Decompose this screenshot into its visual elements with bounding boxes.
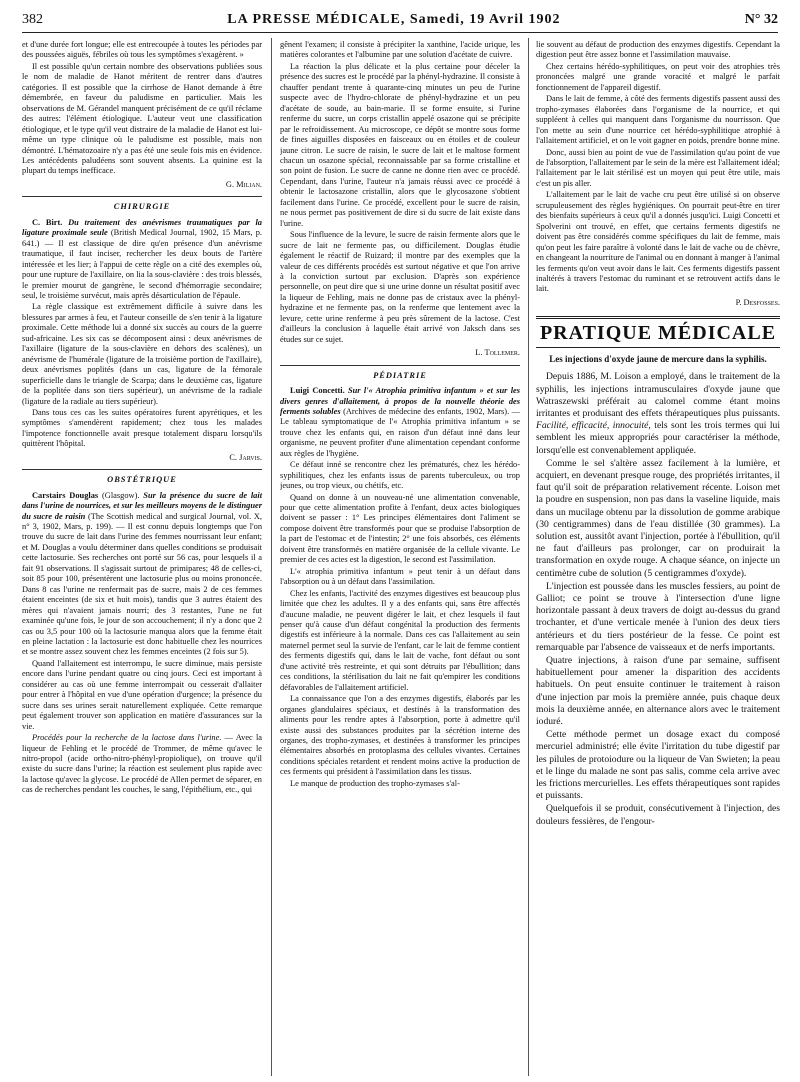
paragraph-procedes <box>22 733 262 796</box>
author-name: Luigi Concetti. <box>290 386 345 396</box>
paragraph <box>536 371 780 456</box>
text-run: tels sont les trois termes qui lui semblent les mieux appropriés pour caractériser la méthode, lorsqu'elle est convenablement appliquée. <box>536 420 780 456</box>
article-title: Du traitement des anévrismes traumatiques par la ligature proximale seule <box>22 217 262 238</box>
paragraph: L'allaitement par le lait de vache cru peut être utilisé si on observe scrupuleusement des règles hygiéniques. On pourrait peut-être en tirer des bienfaits supérieurs à ceux qu'il a donnés jusqu'ici. Luigi Concetti et Spolverini ont trouvé, en effet, que certains ferments digestifs ne doivent pas être considérés comme spécifiques du lait de femme, mais qu'on peut les faire paraître à volonté dans le lait de vache ou de chèvre, en changeant la nourriture de l'animal ou en donnant à manger à l'animal les ferments qu'on veut avoir dans le lait. Ces ferments digestifs passent inaltérés à travers l'estomac du ruminant et se retrouvent actifs dans le lait. <box>536 190 780 294</box>
page-header <box>22 8 778 33</box>
paragraph: Sous l'influence de la levure, le sucre de raisin fermente alors que le sucre de lait ne fermente pas, ou difficilement. Douglas étudie également le réactif de Ruizard; il montre par des exemples que la valeur de ces différents procédés est surtout négative et que l'on arrive à la conviction surtout par exclusion. D'après son expérience personnelle, on peut dire que si une urine donne un résultat positif avec la liqueur de Fehling, mais ne donne pas de cristaux avec la phényl-hydrazine et ne fermente pas, on la renferme que lentement avec la levure, cette urine renferme à peu près sûrement de la lactose. C'est d'ailleurs la conclusion à laquelle était arrivé von Jaksch dans ses études sur ce sujet. <box>280 230 520 344</box>
issue-number: N° 32 <box>744 12 778 27</box>
author-name: C. Birt. <box>32 217 63 227</box>
paragraph: La connaissance que l'on a des enzymes digestifs, élaborés par les organes glandulaires spéciaux, et destinés à la transformation des aliments pour les rendre aptes à l'absorption, porte à admettre qu'il existe aussi des substances produites par la sécrétion interne des organes, des tropho-zymases, et destinées à transformer les principes élémentaires absorbés en protoplasma des cellules vivantes. Certaines conditions spéciales retardent et rendent moins active la production de ces ferments qui président à l'assimilation dans les tissus. <box>280 694 520 777</box>
paragraph: Quand l'allaitement est interrompu, le sucre diminue, mais persiste encore dans l'urine pendant quatre ou cinq jours. Ceci est important à considérer au cas où une femme interrompait ou cesserait d'allaiter pour entrer à l'hôpital en vue d'une opération d'urgence; la présence du sucre dans ses urines serait naturellement expliquée. Cette remarque peut également trouver son application en matière d'assurances sur la vie. <box>22 658 262 731</box>
column-left <box>22 40 262 1076</box>
article-title: Sur la présence du sucre de lait dans l'urine de nourrices, et sur les meilleurs moyens de le distinguer du sucre de raisin <box>22 490 262 521</box>
paragraph: Quand on donne à un nouveau-né une alimentation convenable, pour que cette alimentation profite à l'enfant, deux actes biologiques doivent se passer : 1° Les principes élémentaires dont l'aliment se compose doivent être transformés pour que se produise l'absorption de la part de l'estomac et de l'intestin; 2° une fois absorbés, ces éléments doivent être transformés en matière organisée de la cellule vivante. Le premier de ces actes est la digestion, le second est l'assimilation. <box>280 492 520 565</box>
paragraph: Chez certains hérédo-syphilitiques, on peut voir des atrophies très prononcées malgré une grande voracité et malgré le parfait fonctionnement de l'appareil digestif. <box>536 61 780 92</box>
section-heading-pratique-medicale: PRATIQUE MÉDICALE <box>539 322 777 345</box>
emphasis: Facilité, efficacité, innocuité, <box>536 420 651 432</box>
paragraph: gênent l'examen; il consiste à précipiter la xanthine, l'acide urique, les matières colorantes et l'albumine par une solution d'acétate de cuivre. <box>280 40 520 60</box>
paragraph: Donc, aussi bien au point de vue de l'assimilation qu'au point de vue de l'absorption, l'allaitement par le sein de la mère est l'allaitement idéal; l'allaitement par le lait stérilisé est un moyen qui peut être utile, mais c'est un pis aller. <box>536 147 780 188</box>
paragraph: Il est possible qu'un certain nombre des observations publiées sous le nom de maladie de Hanot méritent de rentrer dans d'autres catégories. Il est possible que la cirrhose de Hanot demande à être démembrée, en faveur du paludisme en particulier. Mais les observations de M. Gérandel manquent précisément de ce qu'il réclame des autres: l'élément étiologique. L'auteur veut une classification étiologique, et le type qu'il veut distraire de la maladie de Hanot est lui-même un type clinique où le paludisme est possible, mais non démontré. L'hématozoaire n'y a pas été une seule fois mis en évidence. Les antécédents paludéens sont souvent absents. La quinine est la plupart du temps inefficace. <box>22 61 262 176</box>
paragraph: L'injection est poussée dans les muscles fessiers, au point de Galliot; ce point se trouve à l'intersection d'une ligne horizontale passant à deux travers de doigt au-dessus du grand trochanter, et d'une verticale menée à l'union des deux tiers antérieurs et du tiers postérieur de la fesse. Ce point est remarquable par l'absence de vaisseaux et de nerfs importants. <box>536 580 780 653</box>
column-middle <box>280 40 520 1076</box>
journal-title: LA PRESSE MÉDICALE, Samedi, 19 Avril 1902 <box>227 12 561 27</box>
text-run: Depuis 1886, M. Loison a employé, dans le traitement de la syphilis, les injections intramusculaires d'oxyde jaune que Watraszewski préférait au calomel comme étant moins irritantes et produisant des effets thérapeutiques plus puissants. <box>536 371 780 419</box>
citation: (British Medical Journal, 1902, 15 Mars, p. 641.) — <box>22 228 262 248</box>
column-rule <box>528 38 529 1076</box>
author-location: (Glasgow). <box>102 490 140 500</box>
paragraph: Le manque de production des tropho-zymases s'al- <box>290 778 460 788</box>
section-banner <box>536 316 780 348</box>
section-heading-pediatrie: PÉDIATRIE <box>280 365 520 381</box>
paragraph: L'« atrophia primitiva infantum » peut tenir à un défaut dans l'absorption ou à un défaut dans l'assimilation. <box>280 566 520 587</box>
paragraph: Chez les enfants, l'activité des enzymes digestives est beaucoup plus limitée que chez les adultes. Il y a des enfants qui, sans être affectés d'aucune maladie, ne peuvent digérer le lait, et chez lesquels il faut penser qu'à cause d'un défaut congénital la production des ferments digestifs est inférieure à la normale. Dans ces cas l'allaitement au sein maternel permet seul la survie de l'enfant, car le lait de femme contient des ferments digestifs qui, dans le lait de vache, font défaut ou sont d'une activité très restreinte, et qui sont détruits par l'ébullition; dans ces conditions, la stérilisation du lait ne fait qu'empirer les conditions défavorables de l'allaitement artificiel. <box>280 588 520 692</box>
article-body <box>536 371 780 828</box>
subheading: Procédés pour la recherche de la lactose dans l'urine. <box>32 733 222 743</box>
abstract-concetti <box>280 386 520 459</box>
paragraph: Comme le sel s'altère assez facilement à la lumière, et acquiert, en devenant presque rouge, des propriétés irritantes, il faut qu'il soit de préparation relativement récente. Loison met la poudre en suspension, non pas dans la vaseline liquide, mais dans un mucilage obtenu par la dissolution de gomme arabique (30 centigrammes) dans de l'eau distillée (30 grammes). La solution est, aussitôt avant l'injection, portée à l'ébullition, qu'il ne faut d'ailleurs pas prolonger, car on produirait la transformation en oxyde rouge. A chaque séance, on injecte un centimètre cube de solution (5 centigrammes d'oxyde). <box>536 457 780 579</box>
paragraph: — Avec la liqueur de Fehling et le procédé de Trommer, de même qu'avec le nitro-propol (acide ortho-nitro-phényl-propiolique), on trouve qu'il existe du sucre dans l'urine; la réaction est seulement plus rapide avec la lactose qu'avec la glycose. Le procédé de Allen permet de séparer, en cas de recherches pendant les couches, le sang, l'épithélium, etc., qui <box>22 733 262 795</box>
section-heading-obstetrique: OBSTÉTRIQUE <box>22 469 262 485</box>
author-signature: L. Tollemer. <box>475 348 520 358</box>
paragraph: Quatre injections, à raison d'une par semaine, suffisent habituellement pour amener la disparition des accidents habituels. On peut ensuite continuer le traitement à raison d'une injection par mois la première année, puis chaque deux mois la deuxième année, en alternance alors avec le traitement ioduré. <box>536 655 780 728</box>
page-number: 382 <box>22 12 43 27</box>
paragraph: Il est classique de dire qu'en présence d'un anévrisme traumatique, il faut inciser, rechercher les deux bouts de l'artère intéressée et les lier; à l'appui de cette règle on a cité des exemples où, pour une rupture de l'axillaire, on lia la sous-clavière : des trois blessés, le premier mourut de gangrène, le second d'hémorragie secondaire; seul, le troisième survécut, mais après désarticulation de l'épaule. <box>22 238 262 300</box>
paragraph: Dans tous ces cas les suites opératoires furent apyrétiques, et les symptômes s'amendèrent rapidement; chez tous les malades l'impotence fonctionnelle avait presque totalement disparu lorsqu'ils quittèrent l'hôpital. <box>22 407 262 449</box>
abstract-birt <box>22 218 262 302</box>
column-rule <box>271 38 272 1076</box>
author-name: Carstairs Douglas <box>32 490 99 500</box>
citation: (The Scottish medical and surgical Journal, vol. X, n° 3, 1902, Mars, p. 199). — <box>22 511 262 532</box>
citation: (Archives de médecine des enfants, 1902, Mars). — <box>343 406 520 416</box>
paragraph: et d'une durée fort longue; elle est entrecoupée à toutes les périodes par des poussées aiguës, fébriles où tous les symptômes s'exagèrent. » <box>22 40 262 60</box>
paragraph: Quelquefois il se produit, consécutivement à l'injection, des douleurs fessières, de l'engour- <box>536 803 780 827</box>
author-signature: P. Desfosses. <box>735 297 780 307</box>
paragraph: Ce défaut inné se rencontre chez les prématurés, chez les hérédo-syphilitiques, chez les enfants issus de parents tuberculeux, ou trop jeunes, ou trop vieux, ou chétifs, etc. <box>280 460 520 491</box>
author-signature: C. Jarvis. <box>229 452 262 462</box>
paragraph: La règle classique est extrêmement difficile à suivre dans les blessures par armes à feu, et l'auteur conseille de s'en tenir à la ligature proximale. Cette méthode lui a donné six succès au cours de la guerre sud-africaine. Les six cas se décomposent ainsi : deux anévrismes de l'axillaire (ligature de la sous-clavière en dehors des scalènes), un anévrisme de l'humérale (ligature de la troisième portion de l'axillaire), deux anévrismes poplités (dans un cas, ligature de la fémorale superficielle dans le triangle de Scarpa; dans le deuxième cas, ligature de la poplitée dans son tiers supérieur), un anévrisme de la radiale (ligature de la radiale au tiers supérieur). <box>22 302 262 406</box>
section-heading-chirurgie: CHIRURGIE <box>22 196 262 212</box>
paragraph: Dans le lait de femme, à côté des ferments digestifs passent aussi des tropho-zymases élaborées dans l'organisme de la nourrice, et qui suppléent à celles qui manquent dans l'organisme du nourrisson. Que l'on mette au sein d'une nourrice cet hérédo-syphilitique atrophié à l'allaitement artificiel, et on le voit gagner en poids, prendre bonne mine. <box>536 94 780 146</box>
article-subtitle: Les injections d'oxyde jaune de mercure dans la syphilis. <box>549 354 767 365</box>
column-right <box>536 40 780 1076</box>
paragraph: Il est connu depuis longtemps que l'on trouve du sucre de lait dans l'urine des femmes nourrissant leur enfant; et M. Douglas a voulu déterminer dans quelles conditions se produisait cette lactosurie. Ses recherches ont porté sur 56 cas, pour lesquels il a fait 91 observations. Il s'agissait surtout de primipares; 48 de celles-ci, soit 85 pour 100, présentèrent une lactosurie plus ou moins prononcée. Dans 8 cas l'urine ne renfermait pas de sucre, mais 2 de ces femmes étaient enceintes (de six et huit mois), tandis que 3 autres étaient des mères qui n'avaient jamais nourri; des 3 restantes, l'une ne fut examinée qu'une fois, le jour de son accouchement; il n'y a donc que 2 cas ou 3,5 pour 100 où la lactosurie manqua alors que la femme était en pleine lactation : la lactosurie est donc habituelle chez les nourrices et se montre assez souvent chez les femmes enceintes (2 fois sur 5). <box>22 522 262 657</box>
article-title: Sur l'« Atrophia primitiva infantum » et sur les divers genres d'allaitement, à propos de la nouvelle théorie des ferments solubles <box>280 386 520 416</box>
author-signature: G. Milian. <box>225 179 262 189</box>
abstract-carstairs <box>22 491 262 658</box>
paragraph: La réaction la plus délicate et la plus certaine pour déceler la présence des sucres est le procédé par la phényl-hydrazine. Il consiste à chauffer pendant trente à quarante-cinq minutes un peu de l'urine suspecte avec de l'hydro-chlorate de phényl-hydrazine et un peu d'acétate de soude, au bain-marie. Il se forme ensuite, si l'urine renferme du sucre, un corps cristallin appelé osazone qui se précipite par le refroidissement. Au microscope, ce dépôt se montre sous forme de fines aiguilles disposées en faisceaux ou en étoiles et de couleur jaune citron. Le sucre de raisin, le sucre de lait et le maltose forment chacun un osazone spécial, reconnaissable par sa forme cristalline et son point de fusion. Le sucre de canne ne donne rien avec ce procédé. Cependant, dans l'urine, l'auteur n'a jamais réussi avec ce procédé à obtenir le lactosazone cristallin, alors que le glycosazone s'obtient facilement dans l'urine. Ce procédé, excellent pour le sucre de raisin, ne nous permet pas positivement de dire si du sucre de lait existe dans l'urine. <box>280 61 520 228</box>
paragraph: Cette méthode permet un dosage exact du composé mercuriel administré; elle évite l'irritation du tube digestif par les pilules de protoiodure ou la liqueur de Van Swieten; la peau et le linge du malade ne sont pas salis, comme cela arrive avec les frictions mercurielles. Les effets thérapeutiques sont rapides et puissants. <box>536 729 780 802</box>
paragraph: Le tableau symptomatique de l'« Atrophia primitiva infantum » se trouve chez les enfants qui, en raison d'un défaut inné dans leur organisme, ne peuvent profiter d'une alimentation cependant conforme aux règles de l'hygiène. <box>280 417 520 458</box>
paragraph: lie souvent au défaut de production des enzymes digestifs. Cependant la digestion peut être assez bonne et l'assimilation mauvaise. <box>536 40 780 60</box>
